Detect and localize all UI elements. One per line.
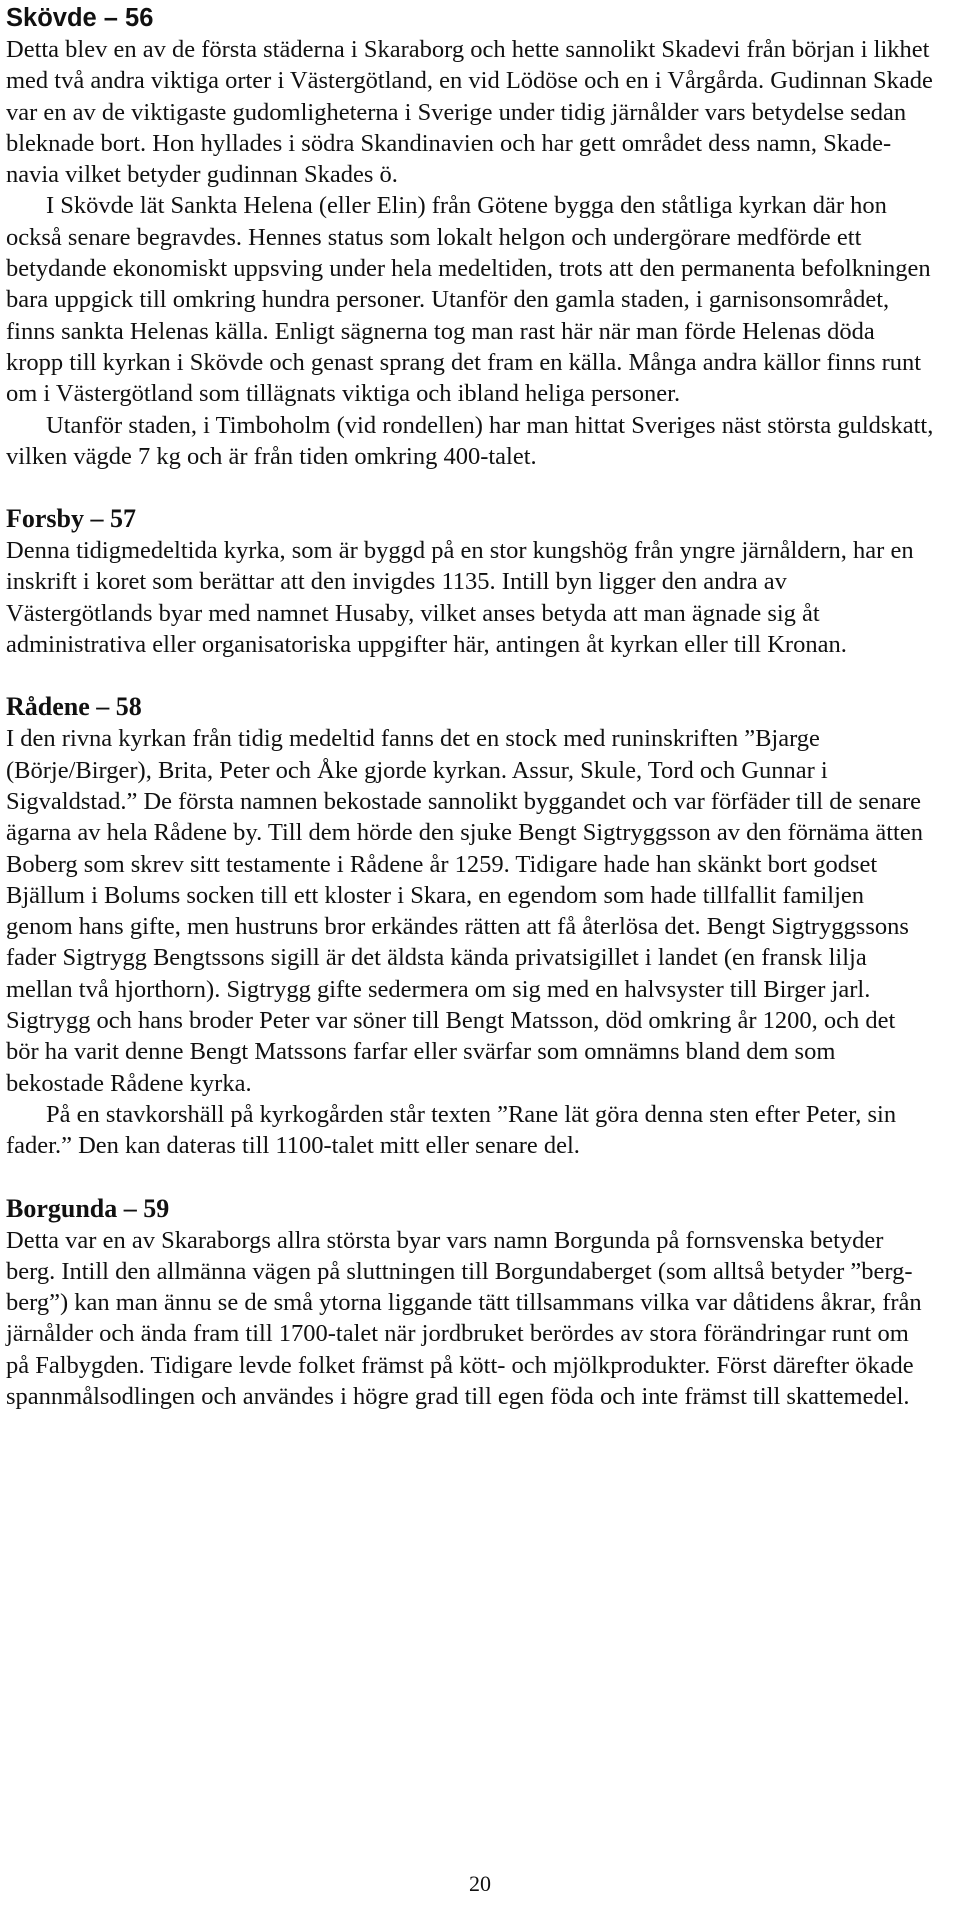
paragraph: I Skövde lät Sankta Helena (eller Elin) från Götene bygga den ståtliga kyrkan där hon också senare begravdes. Hennes status som lokalt helgon och undergörare medförde ett betydande ekonomiskt uppsving under hela medeltiden, trots att den permanenta befolkningen bara uppgick till omkring hundra personer. Utanför den gamla staden, i garnisonsområdet, finns sankta Helenas källa. Enligt sägnerna tog man rast här när man förde Helenas döda kropp till kyrkan i Skövde och genast sprang det fram en källa. Många andra källor finns runt om i Västergötland som tillägnats viktiga och ibland heliga personer.	[6, 192, 931, 408]
paragraph: I den rivna kyrkan från tidig medeltid fanns det en stock med runinskriften ”Bjarge (Börje/Birger), Brita, Peter och Åke gjorde kyrkan. Assur, Skule, Tord och Gunnar i Sigvaldstad.” De första namnen bekostade sannolikt byggandet och var förfäder till de senare ägarna av hela Rådene by. Till dem hörde den sjuke Bengt Sigtryggsson av den förnäma ätten Boberg som skrev sitt testamente i Rådene år 1259. Tidigare hade han skänkt bort godset Bjällum i Bolums socken till ett kloster i Skara, en egendom som hade tillfallit familjen genom hans gifte, men hustruns bror erkändes rätten att få återlösa det. Bengt Sigtryggssons fader Sigtrygg Bengtssons sigill är det äldsta kända privatsigillet i landet (en fransk lilja mellan två hjorthorn). Sigtrygg gifte sedermera om sig med en halvsyster till Birger jarl. Sigtrygg och hans broder Peter var söner till Bengt Matsson, död omkring år 1200, och det bör ha varit denne Bengt Matssons farfar eller svärfar som omnämns bland dem som bekostade Rådene kyrka.	[6, 725, 923, 1097]
paragraph: Denna tidigmedeltida kyrka, som är byggd på en stor kungshög från yngre järnåldern, har en inskrift i koret som berättar att den invigdes 1135. Intill byn ligger den andra av Västergötlands byar med namnet Husaby, vilket anses betyda att man ägnade sig åt administrativa eller organisatoriska uppgifter här, antingen åt kyrkan eller till Kronan.	[6, 537, 914, 659]
section-title: Skövde – 56	[6, 4, 154, 32]
section-forsby	[6, 503, 934, 660]
paragraph: Utanför staden, i Timboholm (vid rondellen) har man hittat Sveriges näst största guldskatt, vilken vägde 7 kg och är från tiden omkring 400-talet.	[6, 411, 934, 470]
section-title: Rådene – 58	[6, 692, 142, 722]
section-skovde	[6, 2, 934, 472]
paragraph: Detta var en av Skaraborgs allra största byar vars namn Borgunda på fornsvenska betyder berg. Intill den allmänna vägen på sluttningen till Borgundaberget (som alltså betyder ”berg-berg”) kan man ännu se de små ytorna liggande tätt tillsammans vilka var dåtidens åkrar, från järnålder och ända fram till 1700-talet när jordbruket berördes av stora förändringar runt om på Falbygden. Tidigare levde folket främst på kött- och mjölkprodukter. Först därefter ökade spannmålsodlingen och användes i högre grad till egen föda och inte främst till skattemedel.	[6, 1226, 922, 1410]
section-title: Forsby – 57	[6, 504, 136, 534]
paragraph: På en stavkorshäll på kyrkogården står texten ”Rane lät göra denna sten efter Peter, sin fader.” Den kan dateras till 1100-talet mitt eller senare del.	[6, 1100, 897, 1160]
page-number: 20	[469, 1871, 491, 1896]
page-content	[6, 2, 934, 1412]
section-borgunda	[6, 1193, 934, 1413]
paragraph: Detta blev en av de första städerna i Skaraborg och hette sannolikt Skadevi från början i likhet med två andra viktiga orter i Västergötland, en vid Lödöse och en i Vårgårda. Gudinnan Skade var en av de viktigaste gudomligheterna i Sverige under tidig järnålder vars betydelse sedan bleknade bort. Hon hyllades i södra Skandinavien och har gett området dess namn, Skade-navia vilket betyder gudinnan Skades ö.	[6, 36, 933, 189]
section-title: Borgunda – 59	[6, 1193, 170, 1223]
section-radene	[6, 691, 934, 1161]
